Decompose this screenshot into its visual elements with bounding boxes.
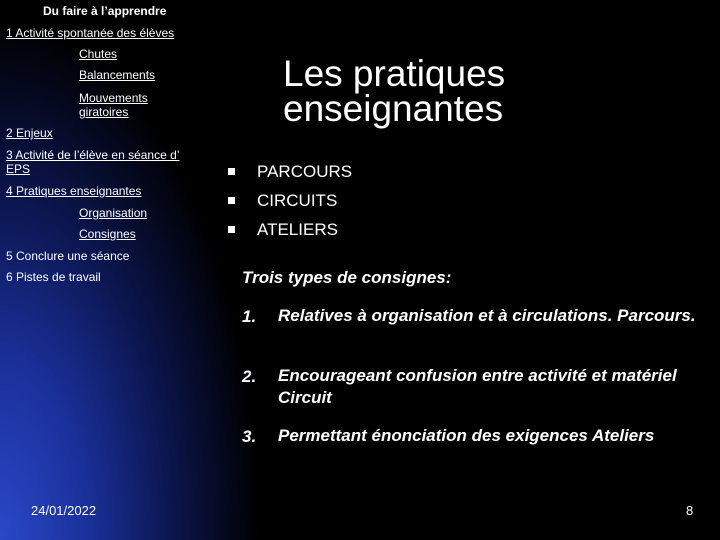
nav-subitem-mouvements-giratoires[interactable]: Mouvements giratoires [79,91,148,119]
nav-item-number: 1 [6,26,16,40]
list-item-number: 3. [242,427,257,446]
footer-date: 24/01/2022 [31,503,97,518]
nav-item-activite-eleve[interactable] [6,148,186,176]
list-item-text: Relatives à organisation et à circulations. Parcours. [278,306,696,325]
slide-title: Les pratiques enseignantes [283,53,506,129]
square-bullet-icon [228,197,235,204]
list-item-number: 1. [242,307,257,326]
nav-item-conclure-seance[interactable]: 5 Conclure une séance [6,249,130,263]
consignes-subtitle: Trois types de consignes: [242,268,452,287]
list-item-number: 2. [242,367,257,386]
list-item-text: Encourageant confusion entre activité et matériel Circuit [278,366,677,407]
footer-page-number: 8 [686,503,694,518]
list-item-text: Permettant énonciation des exigences Ateliers [278,426,655,445]
square-bullet-icon [228,226,235,233]
nav-item-label: Activité de l’élève en séance d’ EPS [6,148,180,176]
nav-item-number: 2 [6,126,17,140]
bullet-label: PARCOURS [257,162,353,181]
nav-subitem-consignes[interactable]: Consignes [79,227,136,241]
nav-item-number: 3 [6,148,16,162]
nav-item-label: Enjeux [16,126,53,140]
nav-item-label: Activité spontanée des élèves [15,26,175,40]
nav-item-label: Pratiques enseignantes [16,184,142,198]
nav-item-enjeux[interactable] [6,126,53,140]
nav-item-pistes-travail[interactable]: 6 Pistes de travail [6,270,101,284]
bullet-label: CIRCUITS [257,191,338,210]
nav-subitem-organisation[interactable]: Organisation [79,206,148,220]
square-bullet-icon [228,168,235,175]
nav-subitem-chutes[interactable]: Chutes [79,47,118,61]
nav-item-activite-spontanee[interactable] [6,26,174,40]
nav-item-number: 4 [6,184,17,198]
nav-item-pratiques-enseignantes[interactable] [6,184,141,198]
bullet-label: ATELIERS [257,220,338,239]
nav-subitem-balancements[interactable]: Balancements [79,68,156,82]
nav-top-link[interactable]: Du faire à l’apprendre [43,4,167,18]
